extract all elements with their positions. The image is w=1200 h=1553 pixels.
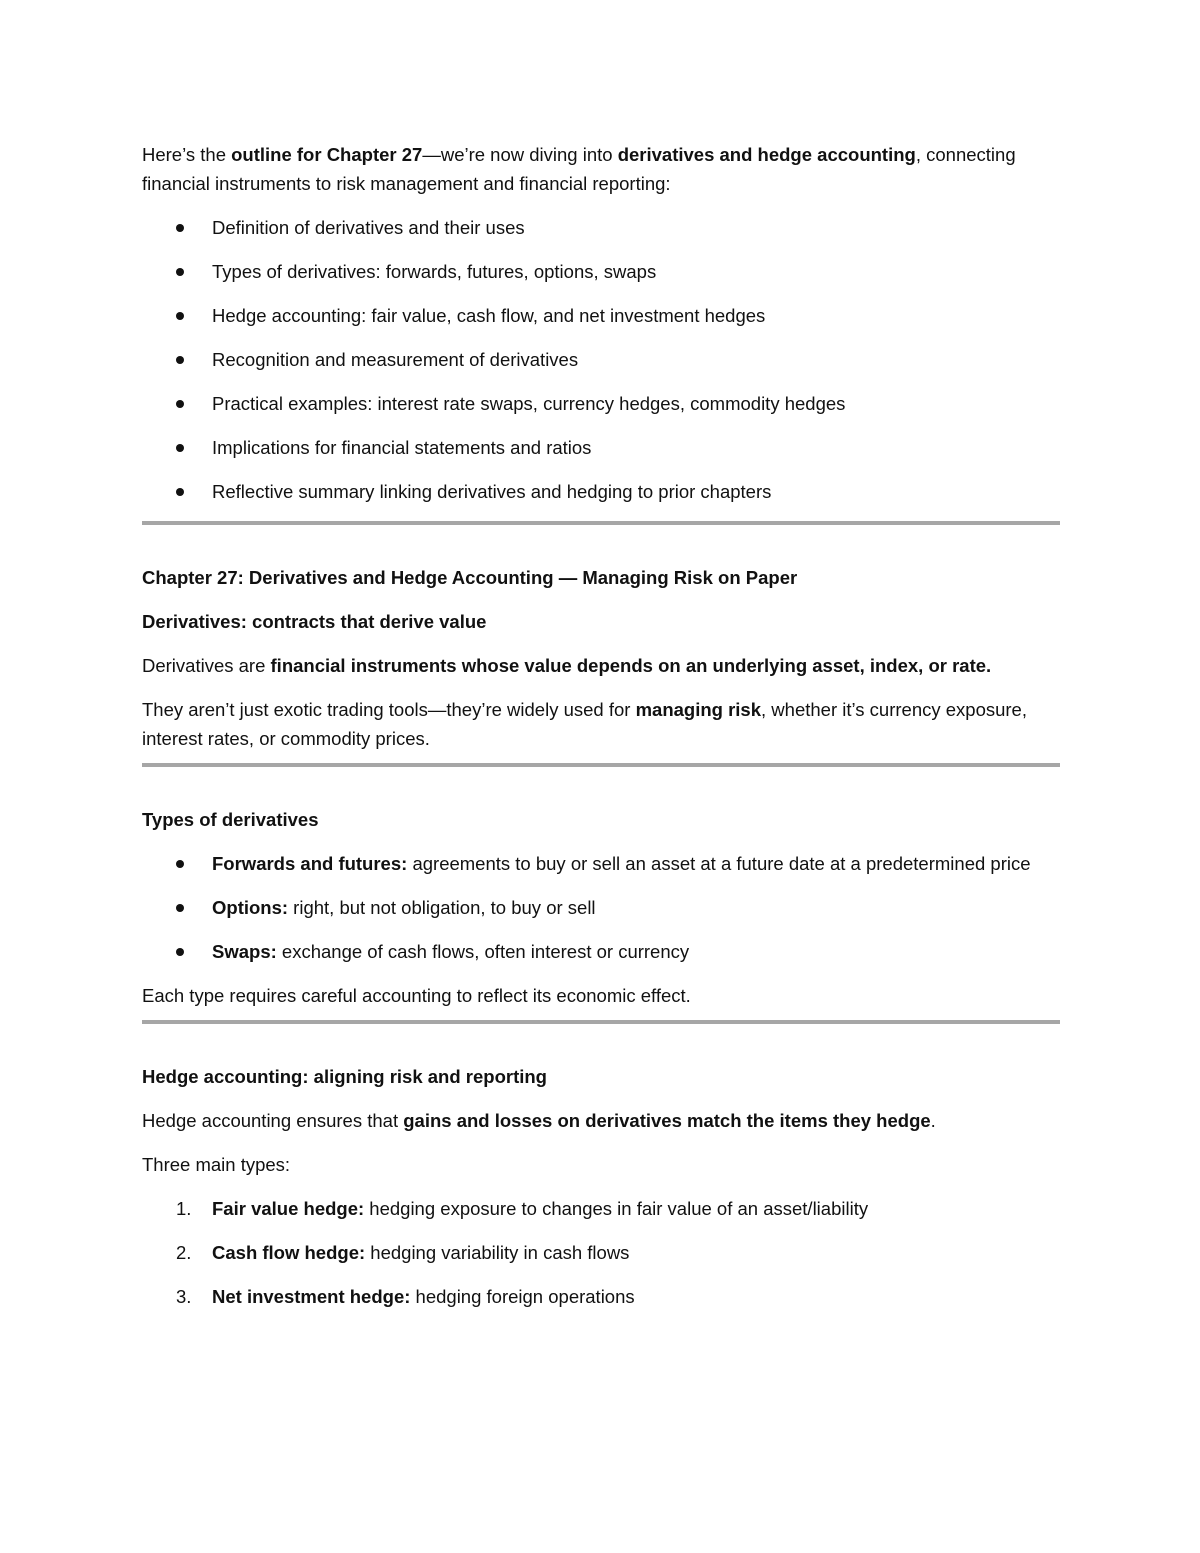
list-item	[142, 1282, 1060, 1311]
horizontal-divider	[142, 521, 1060, 525]
hedge-lead-paragraph: Three main types:	[142, 1154, 291, 1175]
list-number: 3.	[176, 1286, 192, 1307]
intro-paragraph	[142, 140, 1060, 198]
derivatives-usage-paragraph	[142, 695, 1060, 753]
section-heading-types: Types of derivatives	[142, 809, 319, 830]
list-item-text: hedging variability in cash flows	[365, 1242, 630, 1263]
list-item-text: exchange of cash flows, often interest or currency	[276, 941, 690, 962]
list-item-label: Net investment hedge:	[212, 1286, 411, 1307]
list-number: 2.	[176, 1242, 192, 1263]
intro-bold-1: outline for Chapter 27	[231, 144, 423, 165]
derivatives-text-1: Derivatives are	[142, 655, 271, 676]
list-item: Reflective summary linking derivatives and hedging to prior chapters	[142, 477, 1060, 506]
usage-text-2: , whether it’s currency exposure, interest rates, or commodity prices.	[142, 699, 1027, 749]
hedge-types-list	[142, 1194, 1060, 1311]
list-item-label: Swaps:	[212, 941, 277, 962]
list-item	[142, 937, 1060, 966]
derivatives-definition-paragraph	[142, 651, 1060, 680]
types-closing-paragraph: Each type requires careful accounting to reflect its economic effect.	[142, 985, 691, 1006]
list-item-label: Fair value hedge:	[212, 1198, 365, 1219]
horizontal-divider	[142, 763, 1060, 767]
list-item: Hedge accounting: fair value, cash flow, and net investment hedges	[142, 301, 1060, 330]
hedge-bold-1: gains and losses on derivatives match the items they hedge	[403, 1110, 931, 1131]
usage-text-1: They aren’t just exotic trading tools—they’re widely used for	[142, 699, 636, 720]
horizontal-divider	[142, 1020, 1060, 1024]
list-item: Definition of derivatives and their uses	[142, 213, 1060, 242]
list-item-text: right, but not obligation, to buy or sell	[288, 897, 596, 918]
list-item-label: Forwards and futures:	[212, 853, 408, 874]
list-item: Practical examples: interest rate swaps, currency hedges, commodity hedges	[142, 389, 1060, 418]
intro-text-2: —we’re now diving into	[422, 144, 618, 165]
section-heading-derivatives: Derivatives: contracts that derive value	[142, 611, 487, 632]
list-number: 1.	[176, 1198, 192, 1219]
intro-bold-2: derivatives and hedge accounting	[617, 144, 916, 165]
hedge-definition-paragraph	[142, 1106, 1060, 1135]
intro-text-1: Here’s the	[142, 144, 232, 165]
list-item	[142, 849, 1060, 878]
list-item-text: hedging foreign operations	[410, 1286, 635, 1307]
document-page	[142, 140, 1060, 1326]
intro-text-3: , connecting financial instruments to risk management and financial reporting:	[142, 144, 1016, 194]
list-item	[142, 893, 1060, 922]
list-item	[142, 1238, 1060, 1267]
chapter-title: Chapter 27: Derivatives and Hedge Accounting — Managing Risk on Paper	[142, 567, 798, 588]
list-item-text: agreements to buy or sell an asset at a future date at a predetermined price	[407, 853, 1031, 874]
types-list	[142, 849, 1060, 966]
hedge-text-1: Hedge accounting ensures that	[142, 1110, 404, 1131]
list-item-text: hedging exposure to changes in fair value of an asset/liability	[364, 1198, 869, 1219]
outline-list	[142, 213, 1060, 506]
list-item-label: Cash flow hedge:	[212, 1242, 366, 1263]
list-item: Types of derivatives: forwards, futures, options, swaps	[142, 257, 1060, 286]
section-heading-hedge: Hedge accounting: aligning risk and reporting	[142, 1066, 547, 1087]
list-item: Recognition and measurement of derivatives	[142, 345, 1060, 374]
list-item: Implications for financial statements and ratios	[142, 433, 1060, 462]
usage-bold-1: managing risk	[635, 699, 762, 720]
list-item	[142, 1194, 1060, 1223]
list-item-label: Options:	[212, 897, 289, 918]
derivatives-bold-1: financial instruments whose value depends on an underlying asset, index, or rate.	[270, 655, 992, 676]
hedge-text-2: .	[930, 1110, 936, 1131]
